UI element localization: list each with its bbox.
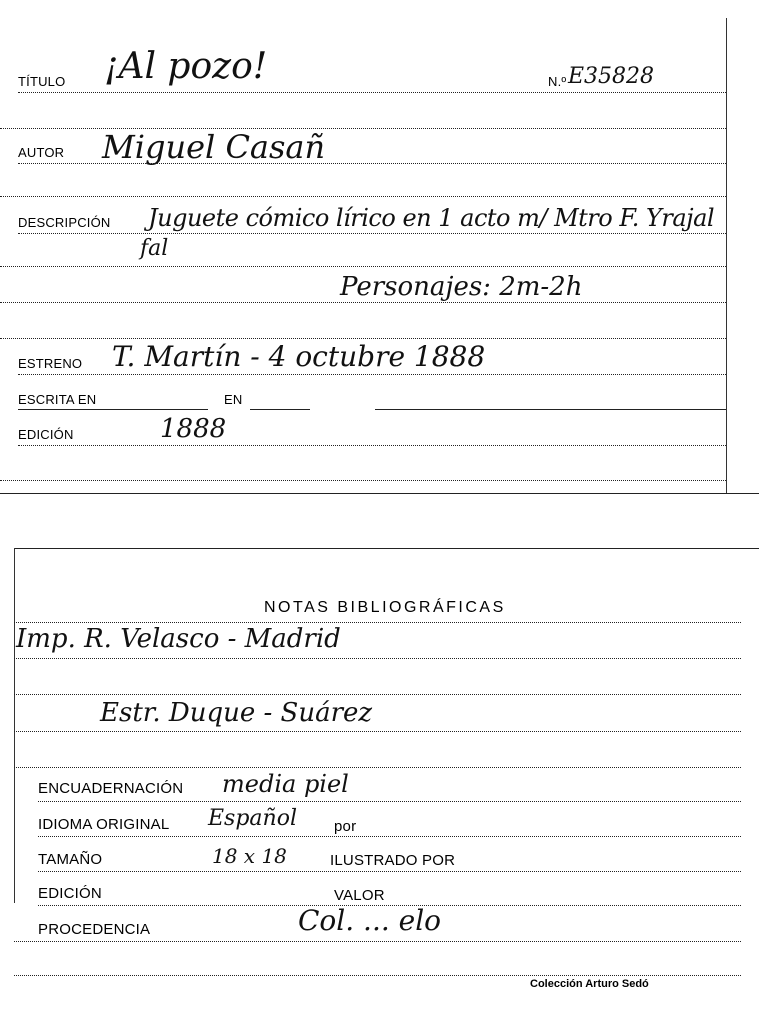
encuadernacion-value: media piel bbox=[222, 770, 349, 798]
titulo-label: TÍTULO bbox=[18, 74, 66, 89]
idioma-label: IDIOMA ORIGINAL bbox=[38, 816, 170, 833]
por-label: por bbox=[334, 818, 357, 835]
rule-line bbox=[38, 836, 741, 837]
edicion-label: EDICIÓN bbox=[18, 427, 74, 442]
card-right-edge bbox=[726, 18, 727, 493]
edicion-value: 1888 bbox=[160, 414, 227, 444]
catalog-card-back bbox=[0, 548, 759, 1028]
rule-line bbox=[14, 658, 741, 659]
rule-line bbox=[250, 409, 310, 410]
rule-line bbox=[14, 694, 741, 695]
descripcion-line1: Juguete cómico lírico en 1 acto m/ Mtro F. Yrajal bbox=[148, 204, 715, 232]
nota-line2: Estr. Duque - Suárez bbox=[100, 698, 373, 728]
en-label: EN bbox=[224, 392, 243, 407]
escrita-label: ESCRITA EN bbox=[18, 392, 97, 407]
autor-value: Miguel Casañ bbox=[102, 128, 326, 166]
rule-line bbox=[38, 871, 741, 872]
titulo-value: ¡Al pozo! bbox=[104, 46, 268, 87]
catalog-card-front bbox=[0, 0, 759, 494]
coleccion-credit: Colección Arturo Sedó bbox=[530, 978, 649, 990]
descripcion-label: DESCRIPCIÓN bbox=[18, 215, 111, 230]
rule-line bbox=[14, 941, 741, 942]
rule-line bbox=[0, 480, 726, 481]
rule-line bbox=[18, 374, 726, 375]
rule-line bbox=[0, 266, 726, 267]
edicion-back-label: EDICIÓN bbox=[38, 885, 102, 902]
descripcion-line3: Personajes: 2m-2h bbox=[340, 272, 583, 302]
procedencia-value: Col. ... elo bbox=[298, 904, 442, 937]
descripcion-line2: fal bbox=[140, 236, 169, 261]
rule-line bbox=[14, 622, 741, 623]
card-left-edge bbox=[14, 548, 15, 903]
rule-line bbox=[18, 409, 208, 410]
rule-line bbox=[18, 92, 726, 93]
tamano-value: 18 x 18 bbox=[212, 844, 287, 868]
numero-label: N.º bbox=[548, 74, 567, 89]
rule-line bbox=[14, 767, 741, 768]
ilustrado-label: ILUSTRADO POR bbox=[330, 852, 456, 869]
rule-line bbox=[375, 409, 726, 410]
idioma-value: Español bbox=[208, 806, 297, 831]
valor-label: VALOR bbox=[334, 887, 385, 904]
rule-line bbox=[38, 801, 741, 802]
estreno-label: ESTRENO bbox=[18, 356, 83, 371]
rule-line bbox=[0, 338, 726, 339]
rule-line bbox=[14, 975, 741, 976]
estreno-value: T. Martín - 4 octubre 1888 bbox=[112, 340, 486, 373]
notas-heading: NOTAS BIBLIOGRÁFICAS bbox=[264, 599, 506, 616]
rule-line bbox=[18, 233, 726, 234]
rule-line bbox=[14, 731, 741, 732]
encuadernacion-label: ENCUADERNACIÓN bbox=[38, 780, 184, 797]
rule-line bbox=[18, 445, 726, 446]
card-top-edge bbox=[14, 548, 759, 549]
rule-line bbox=[0, 302, 726, 303]
procedencia-label: PROCEDENCIA bbox=[38, 921, 151, 938]
nota-line1: Imp. R. Velasco - Madrid bbox=[16, 624, 341, 654]
autor-label: AUTOR bbox=[18, 145, 65, 160]
tamano-label: TAMAÑO bbox=[38, 851, 103, 868]
numero-value: E35828 bbox=[568, 64, 655, 89]
rule-line bbox=[0, 196, 726, 197]
